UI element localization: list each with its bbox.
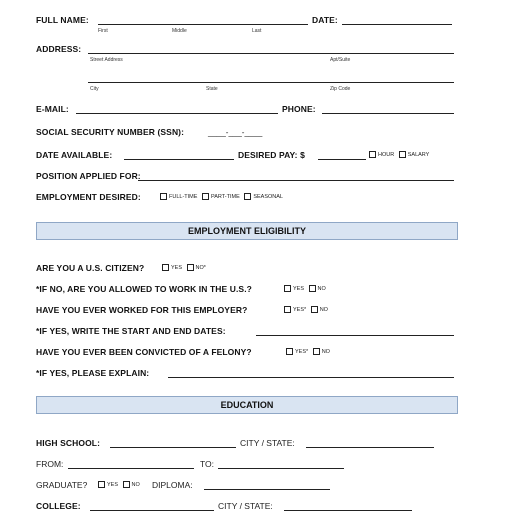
felony-no-label: NO xyxy=(321,348,330,355)
city-sublabel: City xyxy=(90,86,99,92)
citizen-no-label: NO* xyxy=(195,264,206,271)
high-school-city-state-field[interactable] xyxy=(306,447,434,448)
salary-label: SALARY xyxy=(407,151,430,158)
part-time-checkbox[interactable] xyxy=(202,193,209,200)
explain-label: *IF YES, PLEASE EXPLAIN: xyxy=(36,368,150,378)
college-city-state-field[interactable] xyxy=(284,510,412,511)
high-school-city-state-label: CITY / STATE: xyxy=(240,438,295,448)
start-end-dates-field[interactable] xyxy=(256,335,454,336)
work-allowed-no-checkbox[interactable] xyxy=(309,285,316,292)
zip-sublabel: Zip Code xyxy=(330,86,351,92)
street-sublabel: Street Address xyxy=(90,57,123,63)
felony-question: HAVE YOU EVER BEEN CONVICTED OF A FELONY? xyxy=(36,347,252,357)
worked-before-no-label: NO xyxy=(319,306,328,313)
position-field[interactable] xyxy=(138,180,454,181)
pay-options xyxy=(369,151,432,160)
citizen-options xyxy=(162,264,209,273)
felony-yes-checkbox[interactable] xyxy=(286,348,293,355)
apt-sublabel: Apt/Suite xyxy=(330,57,351,63)
full-name-label: FULL NAME: xyxy=(36,15,89,25)
last-sublabel: Last xyxy=(252,28,262,34)
hour-checkbox[interactable] xyxy=(369,151,376,158)
graduate-options xyxy=(98,481,143,490)
college-city-state-label: CITY / STATE: xyxy=(218,501,273,511)
work-allowed-no-label: NO xyxy=(317,285,326,292)
date-available-field[interactable] xyxy=(124,159,234,160)
employment-desired-label: EMPLOYMENT DESIRED: xyxy=(36,192,141,202)
worked-before-no-checkbox[interactable] xyxy=(311,306,318,313)
position-label: POSITION APPLIED FOR: xyxy=(36,171,141,181)
phone-label: PHONE: xyxy=(282,104,316,114)
first-sublabel: First xyxy=(98,28,108,34)
ssn-field[interactable]: ____-___-____ xyxy=(208,128,263,137)
citizen-yes-checkbox[interactable] xyxy=(162,264,169,271)
email-field[interactable] xyxy=(76,113,278,114)
street-address-field[interactable] xyxy=(88,53,454,54)
email-label: E-MAIL: xyxy=(36,104,69,114)
explain-field[interactable] xyxy=(168,377,454,378)
high-school-field[interactable] xyxy=(110,447,236,448)
full-name-field[interactable] xyxy=(98,24,308,25)
eligibility-section-header: EMPLOYMENT ELIGIBILITY xyxy=(36,222,458,240)
work-allowed-yes-label: YES xyxy=(293,285,305,292)
full-time-checkbox[interactable] xyxy=(160,193,167,200)
to-field[interactable] xyxy=(218,468,344,469)
from-field[interactable] xyxy=(68,468,194,469)
part-time-label: PART-TIME xyxy=(210,193,240,200)
state-sublabel: State xyxy=(206,86,218,92)
worked-before-yes-checkbox[interactable] xyxy=(284,306,291,313)
education-section-header: EDUCATION xyxy=(36,396,458,414)
work-allowed-question: *IF NO, ARE YOU ALLOWED TO WORK IN THE U.S.? xyxy=(36,284,252,294)
worked-before-options xyxy=(284,306,331,315)
graduate-yes-label: YES xyxy=(107,481,119,488)
high-school-label: HIGH SCHOOL: xyxy=(36,438,101,448)
worked-before-yes-label: YES* xyxy=(293,306,307,313)
phone-field[interactable] xyxy=(322,113,454,114)
seasonal-checkbox[interactable] xyxy=(244,193,251,200)
citizen-no-checkbox[interactable] xyxy=(187,264,194,271)
city-state-zip-field[interactable] xyxy=(88,82,454,83)
diploma-field[interactable] xyxy=(204,489,330,490)
start-end-dates-label: *IF YES, WRITE THE START AND END DATES: xyxy=(36,326,226,336)
from-label: FROM: xyxy=(36,459,64,469)
diploma-label: DIPLOMA: xyxy=(152,480,193,490)
college-label: COLLEGE: xyxy=(36,501,81,511)
hour-label: HOUR xyxy=(378,151,395,158)
desired-pay-field[interactable] xyxy=(318,159,366,160)
date-label: DATE: xyxy=(312,15,338,25)
seasonal-label: SEASONAL xyxy=(253,193,283,200)
graduate-yes-checkbox[interactable] xyxy=(98,481,105,488)
ssn-label: SOCIAL SECURITY NUMBER (SSN): xyxy=(36,127,185,137)
employment-options xyxy=(160,193,286,202)
to-label: TO: xyxy=(200,459,215,469)
work-allowed-yes-checkbox[interactable] xyxy=(284,285,291,292)
graduate-label: GRADUATE? xyxy=(36,480,88,490)
full-time-label: FULL-TIME xyxy=(169,193,198,200)
citizen-yes-label: YES xyxy=(171,264,183,271)
middle-sublabel: Middle xyxy=(172,28,187,34)
worked-before-question: HAVE YOU EVER WORKED FOR THIS EMPLOYER? xyxy=(36,305,248,315)
graduate-no-label: NO xyxy=(131,481,140,488)
felony-no-checkbox[interactable] xyxy=(313,348,320,355)
work-allowed-options xyxy=(284,285,329,294)
date-field[interactable] xyxy=(342,24,452,25)
address-label: ADDRESS: xyxy=(36,44,82,54)
graduate-no-checkbox[interactable] xyxy=(123,481,130,488)
date-available-label: DATE AVAILABLE: xyxy=(36,150,113,160)
citizen-question: ARE YOU A U.S. CITIZEN? xyxy=(36,263,145,273)
felony-yes-label: YES* xyxy=(295,348,309,355)
felony-options xyxy=(286,348,333,357)
college-field[interactable] xyxy=(90,510,214,511)
desired-pay-label: DESIRED PAY: $ xyxy=(238,150,305,160)
salary-checkbox[interactable] xyxy=(399,151,406,158)
